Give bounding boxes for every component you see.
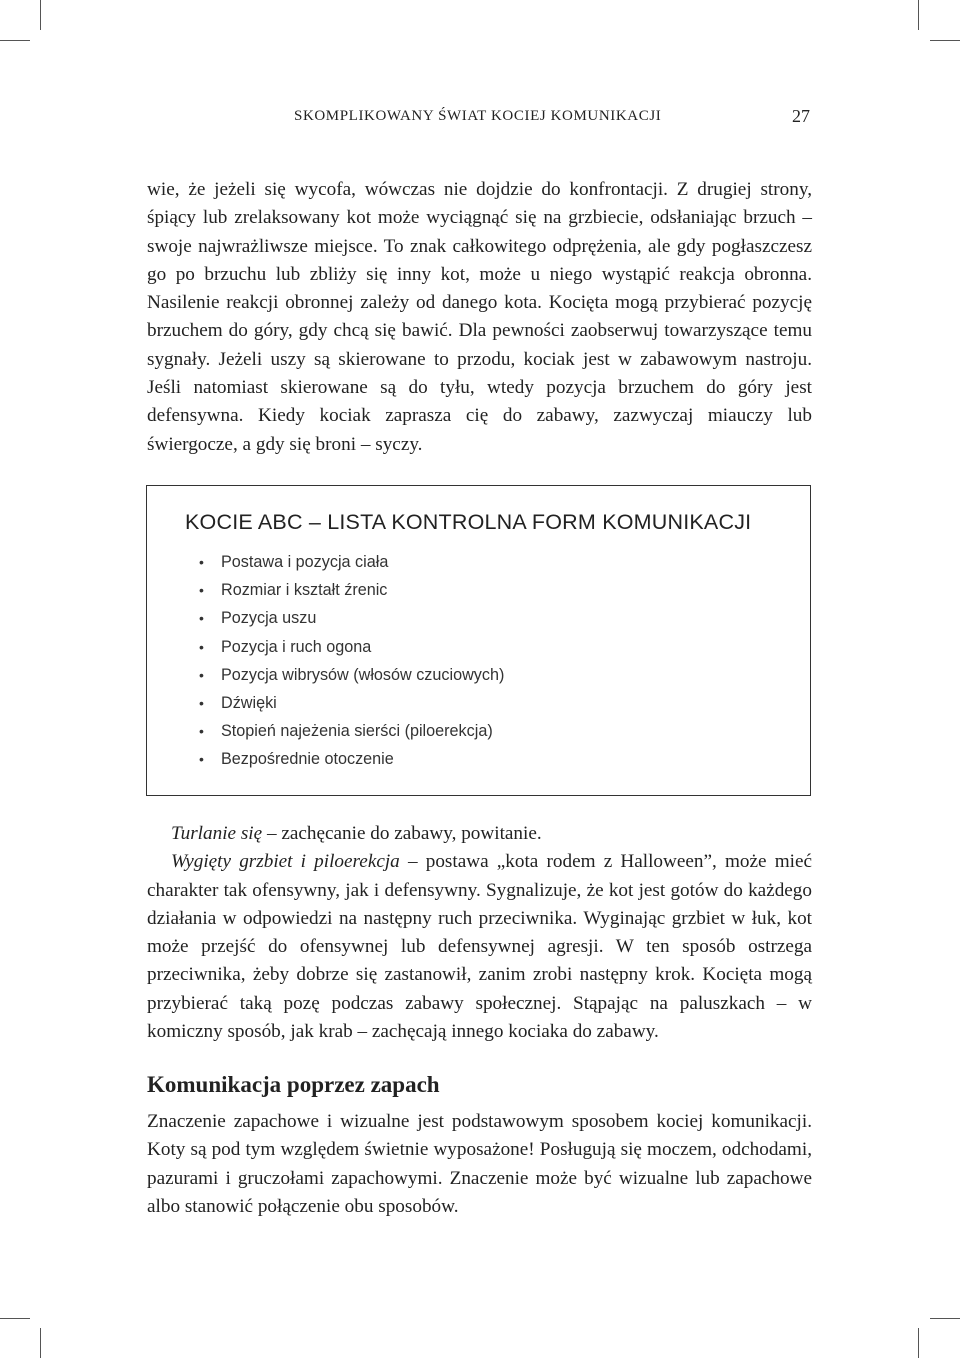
term: Turlanie się [171,823,263,844]
section-heading: Komunikacja poprzez zapach [147,1072,440,1097]
checklist-box [146,485,811,796]
running-head: SKOMPLIKOWANY ŚWIAT KOCIEJ KOMUNIKACJI [294,108,662,124]
checklist-item [199,576,504,604]
crop-mark [918,1328,919,1358]
checklist-item [199,717,504,745]
checklist-item-label: Pozycja i ruch ogona [221,637,372,656]
definition-rolling [147,820,812,848]
bullet-icon: • [199,582,204,599]
definition-text: – zachęcanie do zabawy, powitanie. [262,823,542,844]
crop-mark [930,1318,960,1319]
checklist-item-label: Dźwięki [221,694,277,713]
checklist-list [199,548,504,774]
bullet-icon: • [199,751,204,768]
bullet-icon: • [199,666,204,683]
checklist-item-label: Pozycja uszu [221,609,317,628]
crop-mark [930,40,960,41]
page-number: 27 [792,106,810,126]
checklist-item-label: Pozycja wibrysów (włosów czuciowych) [221,665,505,684]
bullet-icon: • [199,554,204,570]
bullet-icon: • [199,695,204,712]
checklist-item [199,689,504,717]
checklist-title: KOCIE ABC – LISTA KONTROLNA FORM KOMUNIKACJI [185,510,752,534]
checklist-item [199,548,504,576]
definition-text: – postawa „kota rodem z Halloween”, może mieć charakter tak ofensywny, jak i defensywny. Sygnalizuje, że kot jest gotów do każdego działania w odpowiedzi na następny ruch przeciwnika. Wyginając grzbiet w łuk, kot może przejść do ofensywnej lub defensywnej agresji. W ten sposób ostrzega przeciwnika, żeby dobrze się zastanowił, zanim zrobi następny krok. Kocięta mogą przybierać taką pozę podczas zabawy społecznej. Stąpając na paluszkach – w komiczny sposób, jak krab – zachęcają innego kociaka do zabawy. [147,851,812,1043]
body-paragraph-1 [147,176,812,459]
bullet-icon: • [199,610,204,627]
term: Wygięty grzbiet i piloerekcja [171,851,400,873]
checklist-item-label: Bezpośrednie otoczenie [221,750,394,769]
paragraph-text: wie, że jeżeli się wycofa, wówczas nie dojdzie do konfrontacji. Z drugiej strony, śpiący lub zrelaksowany kot może wyciągnąć się na grzbiecie, odsłaniając brzuch – swoje najwrażliwsze miejsce. To znak całkowitego odprężenia, ale gdy pogłaszczesz go po brzuchu lub zbliży się inny kot, może u niego wystąpić reakcja obronna. Nasilenie reakcji obronnej zależy od danego kota. Kocięta mogą przybierać pozycję brzuchem do góry, gdy chcą się bawić. Dla pewności zaobserwuj towarzyszące temu sygnały. Jeżeli uszy są skierowane to przodu, kociak jest w zabawowym nastroju. Jeśli natomiast skierowane są do tyłu, wtedy pozycja brzuchem do góry jest defensywna. Kiedy kociak zaprasza cię do zabawy, zazwyczaj miauczy lub świergocze, a gdy się broni – syczy. [147,179,812,455]
body-paragraph-2 [147,820,812,1046]
crop-mark [0,40,30,41]
checklist-item [199,745,504,773]
checklist-item [199,604,504,632]
paragraph-text: Znaczenie zapachowe i wizualne jest podstawowym sposobem kociej komunikacji. Koty są pod tym względem świetnie wyposażone! Posługują się moczem, odchodami, pazurami i gruczołami zapachowymi. Znaczenie może być wizualne lub zapachowe albo stanowić połączenie obu sposobów. [147,1111,812,1217]
crop-mark [40,0,41,30]
bullet-icon: • [199,638,204,655]
body-paragraph-3 [147,1108,812,1221]
crop-mark [0,1318,30,1319]
checklist-item-label: Postawa i pozycja ciała [221,553,389,571]
checklist-item [199,661,504,689]
bullet-icon: • [199,723,204,740]
checklist-item-label: Stopień najeżenia sierści (piloerekcja) [221,722,493,741]
crop-mark [918,0,919,30]
definition-arched-back [147,848,812,1046]
checklist-item [199,633,504,661]
checklist-item-label: Rozmiar i kształt źrenic [221,581,388,600]
crop-mark [40,1328,41,1358]
